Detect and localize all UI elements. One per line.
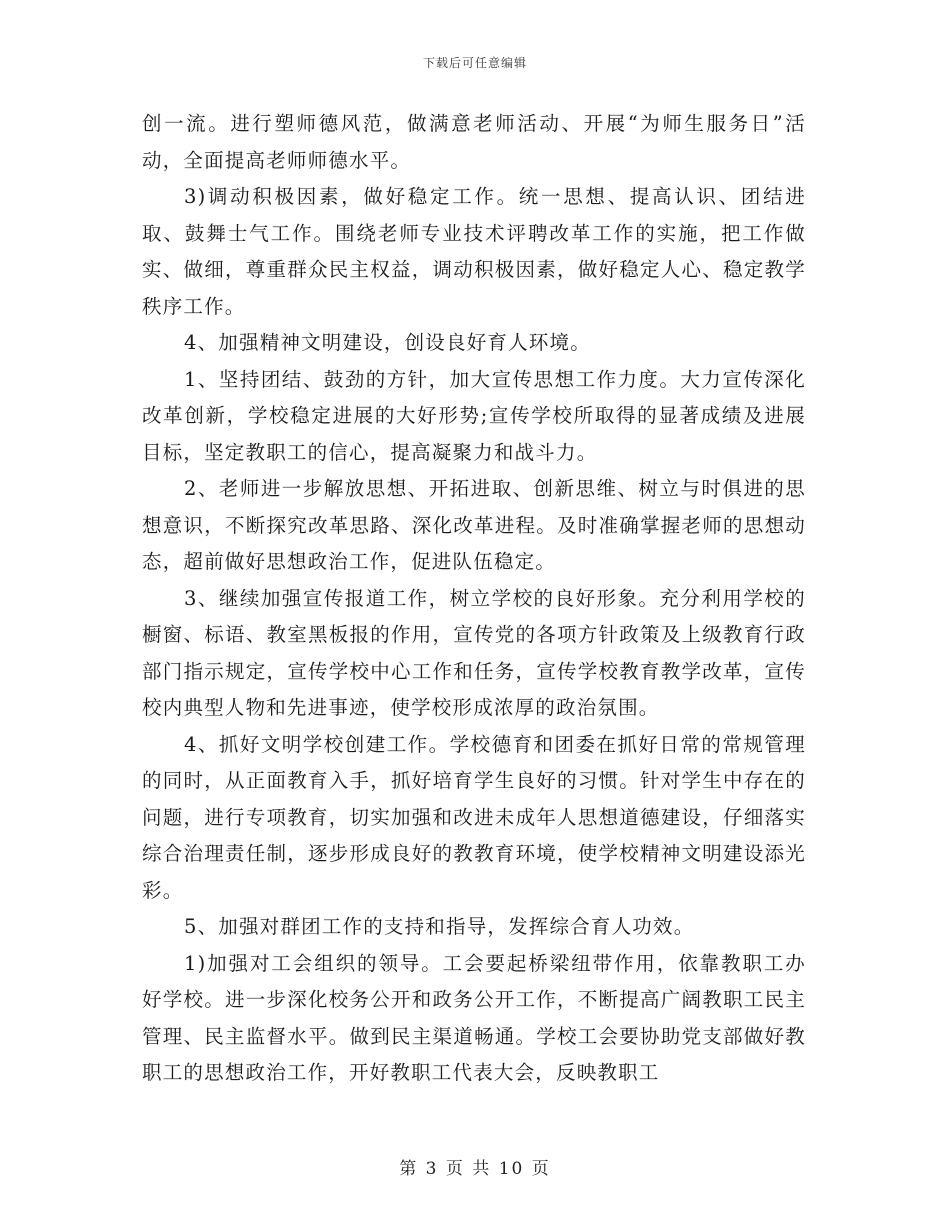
page-footer: 第 3 页 共 10 页 xyxy=(399,1159,551,1179)
page-header: 下载后可任意编辑 xyxy=(422,56,527,70)
paragraph: 4、加强精神文明建设，创设良好育人环境。 xyxy=(184,331,591,354)
paragraph: 3、继续加强宣传报道工作，树立学校的良好形象。充分利用学校的橱窗、标语、教室黑板报的作用，宣传党的各项方针政策及上级教育行政部门指示规定，宣传学校中心工作和任务，宣传学校教育教学改革，宣传校内典型人物和先进事迹，使学校形成浓厚的政治氛围。 xyxy=(142,586,806,719)
paragraph: 1)加强对工会组织的领导。工会要起桥梁纽带作用，依靠教职工办好学校。进一步深化校务公开和政务公开工作，不断提高广阔教职工民主管理、民主监督水平。做到民主渠道畅通。学校工会要协助党支部做好教职工的思想政治工作，开好教职工代表大会，反映教职工 xyxy=(142,951,806,1084)
paragraph: 4、抓好文明学校创建工作。学校德育和团委在抓好日常的常规管理的同时，从正面教育入手，抓好培育学生良好的习惯。针对学生中存在的问题，进行专项教育，切实加强和改进未成年人思想道德建设，仔细落实综合治理责任制，逐步形成良好的教教育环境，使学校精神文明建设添光彩。 xyxy=(142,732,806,902)
paragraph: 5、加强对群团工作的支持和指导，发挥综合育人功效。 xyxy=(184,915,695,938)
paragraph: 3)调动积极因素，做好稳定工作。统一思想、提高认识、团结进取、鼓舞士气工作。围绕老师专业技术评聘改革工作的实施，把工作做实、做细，尊重群众民主权益，调动积极因素，做好稳定人心、稳定教学秩序工作。 xyxy=(142,185,806,318)
document-body xyxy=(142,106,806,1092)
paragraph: 1、坚持团结、鼓劲的方针，加大宣传思想工作力度。大力宣传深化改革创新，学校稳定进展的大好形势;宣传学校所取得的显著成绩及进展目标，坚定教职工的信心，提高凝聚力和战斗力。 xyxy=(142,367,806,464)
paragraph: 2、老师进一步解放思想、开拓进取、创新思维、树立与时俱进的思想意识，不断探究改革思路、深化改革进程。及时准确掌握老师的思想动态，超前做好思想政治工作，促进队伍稳定。 xyxy=(142,477,806,573)
paragraph: 创一流。进行塑师德风范，做满意老师活动、开展“为师生服务日”活动，全面提高老师师德水平。 xyxy=(142,112,806,172)
